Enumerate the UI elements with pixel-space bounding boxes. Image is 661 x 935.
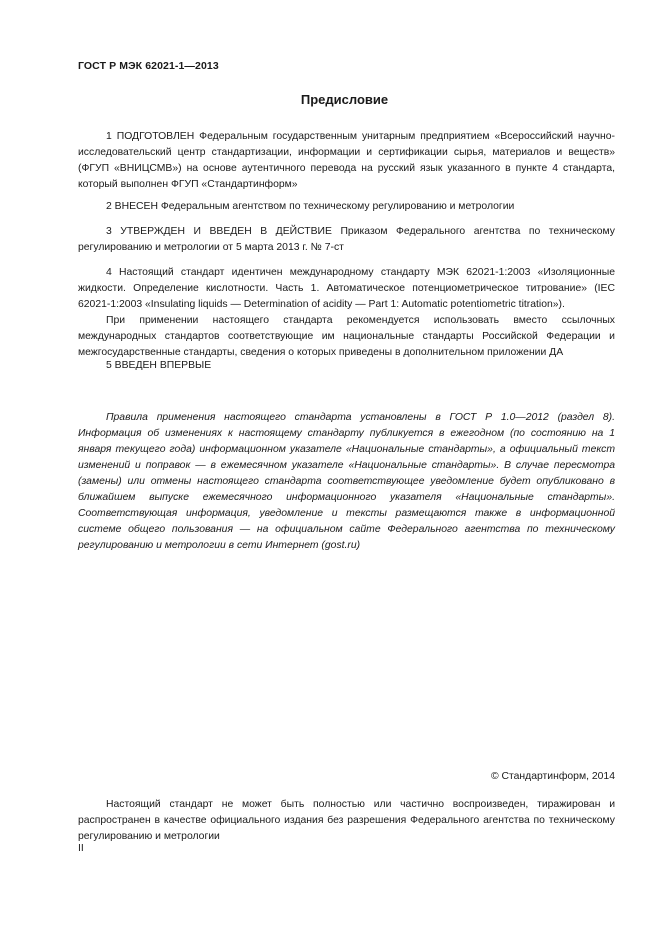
item-4: [78, 265, 615, 361]
item-1: [78, 129, 615, 193]
item-3: [78, 224, 615, 256]
item-2-text: 2 ВНЕСЕН Федеральным агентством по техническому регулированию и метрологии: [106, 201, 515, 212]
item-4-note: При применении настоящего стандарта рекомендуется использовать вместо ссылочных международных стандартов соответствующие им национальные стандарты Российской Федерации и межгосударственные стандарты, сведения о которых приведены в дополнительном приложении ДА: [78, 315, 615, 358]
copyright: © Стандартинформ, 2014: [490, 771, 615, 782]
item-5-text: 5 ВВЕДЕН ВПЕРВЫЕ: [106, 360, 212, 371]
item-5: [78, 358, 615, 374]
page-title: Предисловие: [300, 92, 389, 107]
item-3-text: 3 УТВЕРЖДЕН И ВВЕДЕН В ДЕЙСТВИЕ Приказом Федерального агентства по техническому регулированию и метрологии от 5 марта 2013 г. № 7-ст: [78, 226, 615, 253]
reproduction-text: Настоящий стандарт не может быть полностью или частично воспроизведен, тиражирован и распространен в качестве официального издания без разрешения Федерального агентства по техническому регулированию и метрологии: [78, 799, 615, 842]
reproduction-notice: [78, 797, 615, 845]
item-2: [78, 199, 615, 215]
notice-block: [78, 410, 615, 554]
page-number: II: [78, 843, 84, 854]
document-header: ГОСТ Р МЭК 62021-1—2013: [78, 60, 219, 72]
notice-text: Правила применения настоящего стандарта установлены в ГОСТ Р 1.0—2012 (раздел 8). Информация об изменениях к настоящему стандарту публикуется в ежегодном (по состоянию на 1 января текущего года) информационном указателе «Национальные стандарты», а официальный текст изменений и поправок — в ежемесячном указателе «Национальные стандарты». В случае пересмотра (замены) или отмены настоящего стандарта соответствующее уведомление будет опубликовано в ближайшем выпуске ежемесячного информационного указателя «Национальные стандарты». Соответствующая информация, уведомление и тексты размещаются также в информационной системе общего пользования — на официальном сайте Федерального агентства по техническому регулированию и метрологии в сети Интернет (gost.ru): [78, 412, 615, 551]
item-1-text: 1 ПОДГОТОВЛЕН Федеральным государственным унитарным предприятием «Всероссийский научно-исследовательский центр стандартизации, информации и сертификации сырья, материалов и веществ» (ФГУП «ВНИЦСМВ») на основе аутентичного перевода на русский язык указанного в пункте 4 стандарта, который выполнен ФГУП «Стандартинформ»: [78, 131, 615, 190]
item-4-text: 4 Настоящий стандарт идентичен международному стандарту МЭК 62021-1:2003 «Изоляционные жидкости. Определение кислотности. Часть 1. Автоматическое потенциометрическое титрование» (IEC 62021-1:2003 «Insulating liquids — Determination of acidity — Part 1: Automatic potentiometric titration»).: [78, 267, 615, 310]
